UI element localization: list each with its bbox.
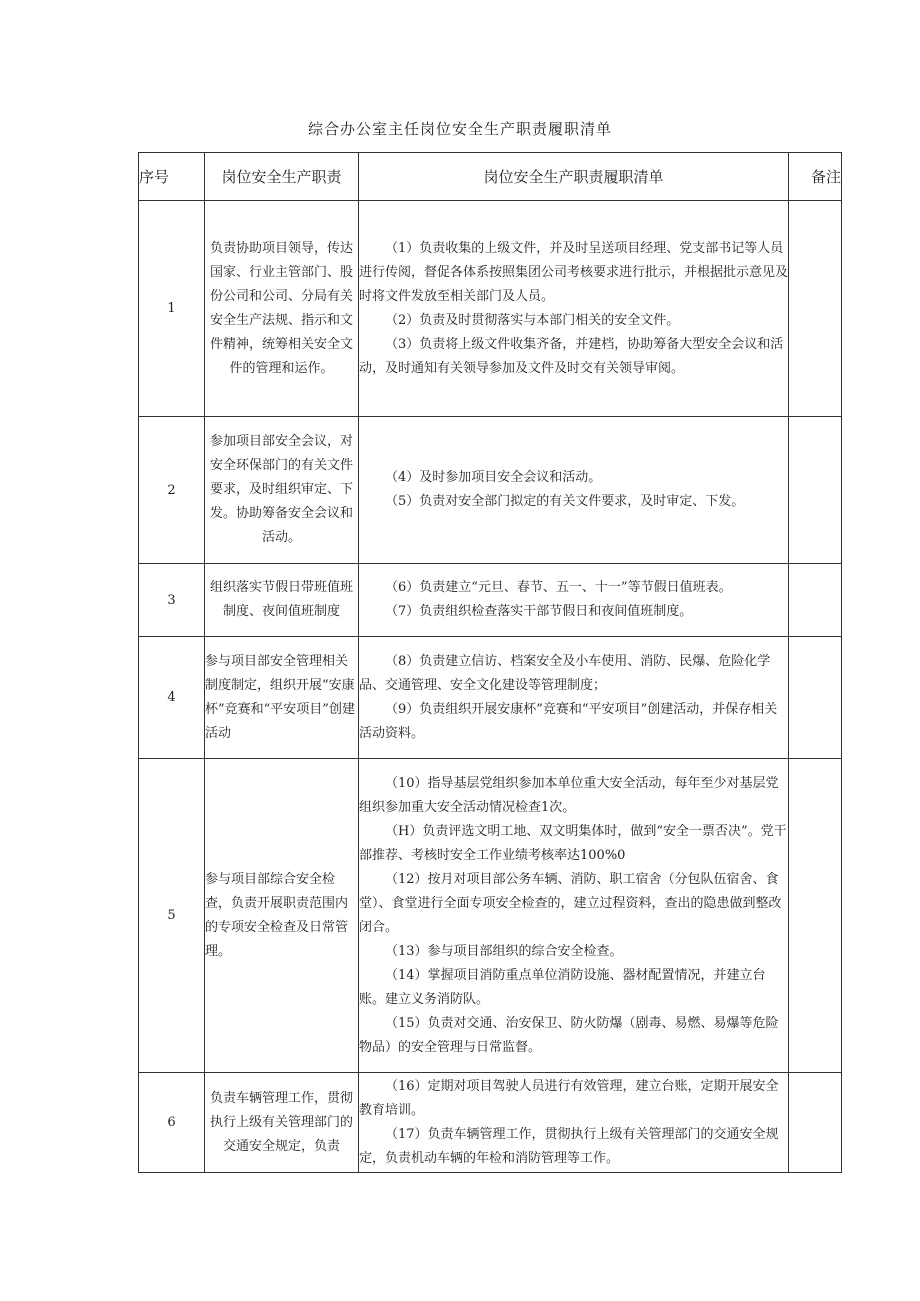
item-text: （2）负责及时贯彻落实与本部门相关的安全文件。 [385, 312, 680, 328]
row-number: 1 [139, 201, 205, 417]
header-list: 岗位安全生产职责履职清单 [359, 153, 789, 201]
row-number: 2 [139, 417, 205, 564]
row-duty: 参与项目部综合安全检查，负责开展职责范围内的专项安全检查及日常管理。 [205, 759, 359, 1073]
row-duty: 负责车辆管理工作，贯彻执行上级有关管理部门的交通安全规定，负责 [205, 1073, 359, 1173]
row-note [789, 417, 842, 564]
row-note [789, 201, 842, 417]
item-text: （8）负责建立信访、档案安全及小车使用、消防、民爆、危险化学品、交通管理、安全文化建设等管理制度； [359, 653, 771, 693]
row-duty: 参与项目部安全管理相关制度制定，组织开展“安康杯”竞赛和“平安项目”创建活动 [205, 637, 359, 759]
item-text: （1）负责收集的上级文件，并及时呈送项目经理、党支部书记等人员进行传阅，督促各体系按照集团公司考核要求进行批示，并根据批示意见及时将文件发放至相关部门及人员。 [359, 240, 789, 304]
row-items [359, 759, 789, 1073]
item-text: （H）负责评选文明工地、双文明集体时，做到“安全一票否决”。党干部推荐、考核时安全工作业绩考核率达100%0 [359, 823, 787, 863]
table-row [139, 1073, 842, 1173]
row-number: 6 [139, 1073, 205, 1173]
table-row [139, 201, 842, 417]
item-text: （5）负责对安全部门拟定的有关文件要求，及时审定、下发。 [385, 494, 745, 509]
row-number: 5 [139, 759, 205, 1073]
row-duty: 负责协助项目领导，传达国家、行业主管部门、股份公司和公司、分局有关安全生产法规、指示和文件精神，统筹相关安全文件的管理和运作。 [205, 201, 359, 417]
row-number: 4 [139, 637, 205, 759]
row-duty: 组织落实节假日带班值班制度、夜间值班制度 [205, 564, 359, 637]
item-text: （10）指导基层党组织参加本单位重大安全活动，每年至少对基层党组织参加重大安全活动情况检查1次。 [359, 775, 779, 815]
row-note [789, 564, 842, 637]
row-note [789, 1073, 842, 1173]
table-row [139, 564, 842, 637]
row-items [359, 564, 789, 637]
row-note [789, 637, 842, 759]
row-note [789, 759, 842, 1073]
item-text: （17）负责车辆管理工作，贯彻执行上级有关管理部门的交通安全规定，负责机动车辆的年检和消防管理等工作。 [359, 1126, 779, 1166]
table-row [139, 417, 842, 564]
row-items [359, 637, 789, 759]
table-header-row [139, 153, 842, 201]
table-row [139, 759, 842, 1073]
header-no: 序号 [139, 153, 205, 201]
item-text: （4）及时参加项目安全会议和活动。 [385, 470, 602, 485]
item-text: （16）定期对项目驾驶人员进行有效管理，建立台账，定期开展安全教育培训。 [359, 1078, 779, 1118]
item-text: （15）负责对交通、治安保卫、防火防爆（剧毒、易燃、易爆等危险物品）的安全管理与日常监督。 [359, 1015, 779, 1055]
document-title: 综合办公室主任岗位安全生产职责履职清单 [307, 120, 612, 138]
item-text: （13）参与项目部组织的综合安全检查。 [385, 943, 623, 959]
item-text: （14）掌握项目消防重点单位消防设施、器材配置情况，并建立台账。建立义务消防队。 [359, 967, 766, 1007]
row-number: 3 [139, 564, 205, 637]
row-items [359, 201, 789, 417]
item-text: （6）负责建立“元旦、春节、五一、十一”等节假日值班表。 [385, 580, 732, 595]
item-text: （9）负责组织开展安康杯”竞赛和“平安项目”创建活动，并保存相关活动资料。 [359, 701, 778, 741]
row-items [359, 1073, 789, 1173]
row-items [359, 417, 789, 564]
table-row [139, 637, 842, 759]
item-text: （7）负责组织检查落实干部节假日和夜间值班制度。 [385, 604, 693, 619]
item-text: （12）按月对项目部公务车辆、消防、职工宿舍（分包队伍宿舍、食堂）、食堂进行全面专项安全检查的，建立过程资料，查出的隐患做到整改闭合。 [359, 871, 782, 935]
header-duty: 岗位安全生产职责 [205, 153, 359, 201]
header-note: 备注 [789, 153, 842, 201]
item-text: （3）负责将上级文件收集齐备，并建档，协助筹备大型安全会议和活动，及时通知有关领导参加及文件及时交有关领导审阅。 [359, 336, 784, 376]
row-duty: 参加项目部安全会议，对安全环保部门的有关文件要求，及时组织审定、下发。协助筹备安全会议和活动。 [205, 417, 359, 564]
duty-table [138, 152, 842, 1173]
